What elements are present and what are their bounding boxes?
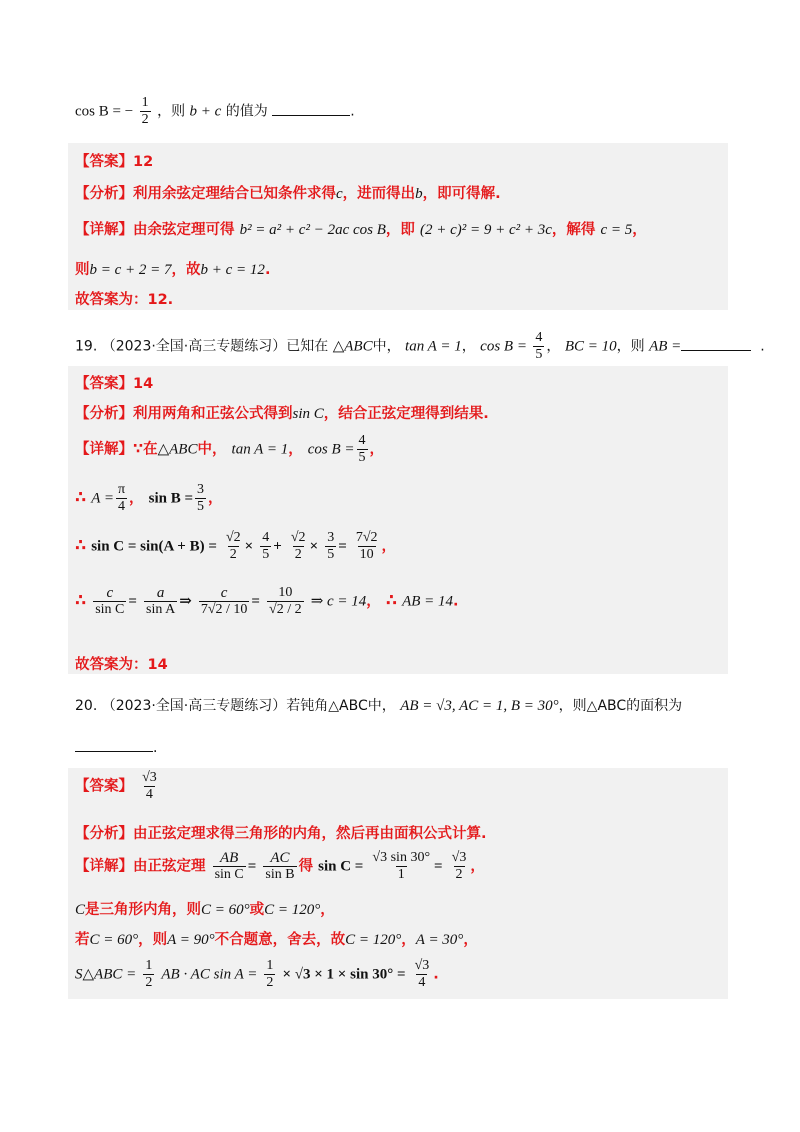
q18-fraction: $\frac{1}{2}$ xyxy=(141,95,149,127)
q20-detail-2: C是三角形内角，则C = 60°或C = 120°， xyxy=(75,902,335,918)
q19-analysis: 【分析】利用两角和正弦公式得到sin C，结合正弦定理得到结果. xyxy=(75,406,489,422)
q19-question: 19. （2023·全国·高三专题练习）已知在 △ABC中， tan A = 1， cos B = $\frac{4}{5}$ ， BC = 10，则 AB = . xyxy=(75,330,765,362)
q20-question: 20. （2023·全国·高三专题练习）若钝角△ABC中， AB = √3, AC = 1, B = 30°，则△ABC的面积为 xyxy=(75,698,683,714)
therefore-icon: ∴ xyxy=(75,535,87,555)
q20-blank-line: . xyxy=(75,740,157,756)
q19-detail-3: ∴ sin C = sin(A + B) = $\frac{√2}{2}$ × $\frac{4}{5}$ + $\frac{√2}{2}$ × $\frac{3}{5}$ = $\frac{7√2}{10}$ ， xyxy=(75,530,396,562)
q19-blank xyxy=(681,350,751,351)
q18-answer: 【答案】12 xyxy=(75,154,154,170)
q20-number: 20. xyxy=(75,698,98,714)
q20-answer: 【答案】 $\frac{√3}{4}$ xyxy=(75,770,157,802)
q20-source: （2023·全国·高三专题练习）若钝角△ABC中， xyxy=(101,698,396,714)
q18-blank xyxy=(272,115,350,116)
q19-detail-4: ∴ $\frac{c}{\text{sin C}}$ = $\frac{a}{\text{sin A}}$ ⇒ $\frac{c}{7√2 / 10}$ = $\frac{10}{√2 / 2}$ ⇒ c = 14， ∴ AB = 14. xyxy=(75,585,459,617)
q18-continuation: cos B = − $\frac{1}{2}$ ，则 b + c 的值为 . xyxy=(75,95,355,127)
q18-analysis: 【分析】利用余弦定理结合已知条件求得c，进而得出b，即可得解. xyxy=(75,186,501,202)
therefore-icon: ∴ xyxy=(385,590,397,610)
q20-detail-1: 【详解】由正弦定理 $\frac{AB}{\text{sin C}}$ = $\frac{AC}{\text{sin B}}$ 得 sin C = $\frac{√3 \sin 30^\circ}{1}$ = $\frac{√3}{2}$ ， xyxy=(75,850,485,882)
therefore-icon: ∴ xyxy=(75,590,87,610)
q19-detail-2: ∴ A = $\frac{\pi}{4}$ ， sin B = $\frac{3}{5}$ ， xyxy=(75,482,223,514)
therefore-icon: ∴ xyxy=(75,487,87,507)
q18-var: b + c xyxy=(189,103,222,120)
q20-detail-3: 若C = 60°，则A = 90°不合题意，舍去，故C = 120°，A = 30°， xyxy=(75,932,478,948)
q18-mid: ，则 xyxy=(157,103,186,120)
q18-then: 则b = c + 2 = 7，故b + c = 12. xyxy=(75,262,271,278)
q19-number: 19. xyxy=(75,338,98,355)
q19-answer: 【答案】14 xyxy=(75,376,154,392)
q18-law-of-cosines: b² = a² + c² − 2ac cos B xyxy=(239,222,386,238)
q19-source: （2023·全国·高三专题练习）已知在 xyxy=(101,338,329,355)
q19-final: 故答案为：14 xyxy=(75,657,168,673)
q18-suffix: 的值为 xyxy=(225,103,268,120)
q20-detail-4: S△ABC = $\frac{1}{2}$ AB · AC sin A = $\frac{1}{2}$ × √3 × 1 × sin 30° = $\frac{√3}{4}$ . xyxy=(75,958,439,990)
q18-cos-prefix: cos B = − xyxy=(75,103,134,120)
q18-final: 故答案为：12. xyxy=(75,292,174,308)
q20-analysis: 【分析】由正弦定理求得三角形的内角，然后再由面积公式计算. xyxy=(75,826,487,842)
q19-detail-1: 【详解】∵在△ABC中， tan A = 1， cos B = $\frac{4}{5}$ ， xyxy=(75,433,385,465)
q20-blank xyxy=(75,751,153,752)
q18-answer-value: 12 xyxy=(133,154,154,170)
q18-detail: 【详解】由余弦定理可得 b² = a² + c² − 2ac cos B，即 (2 + c)² = 9 + c² + 3c，解得 c = 5， xyxy=(75,222,647,238)
